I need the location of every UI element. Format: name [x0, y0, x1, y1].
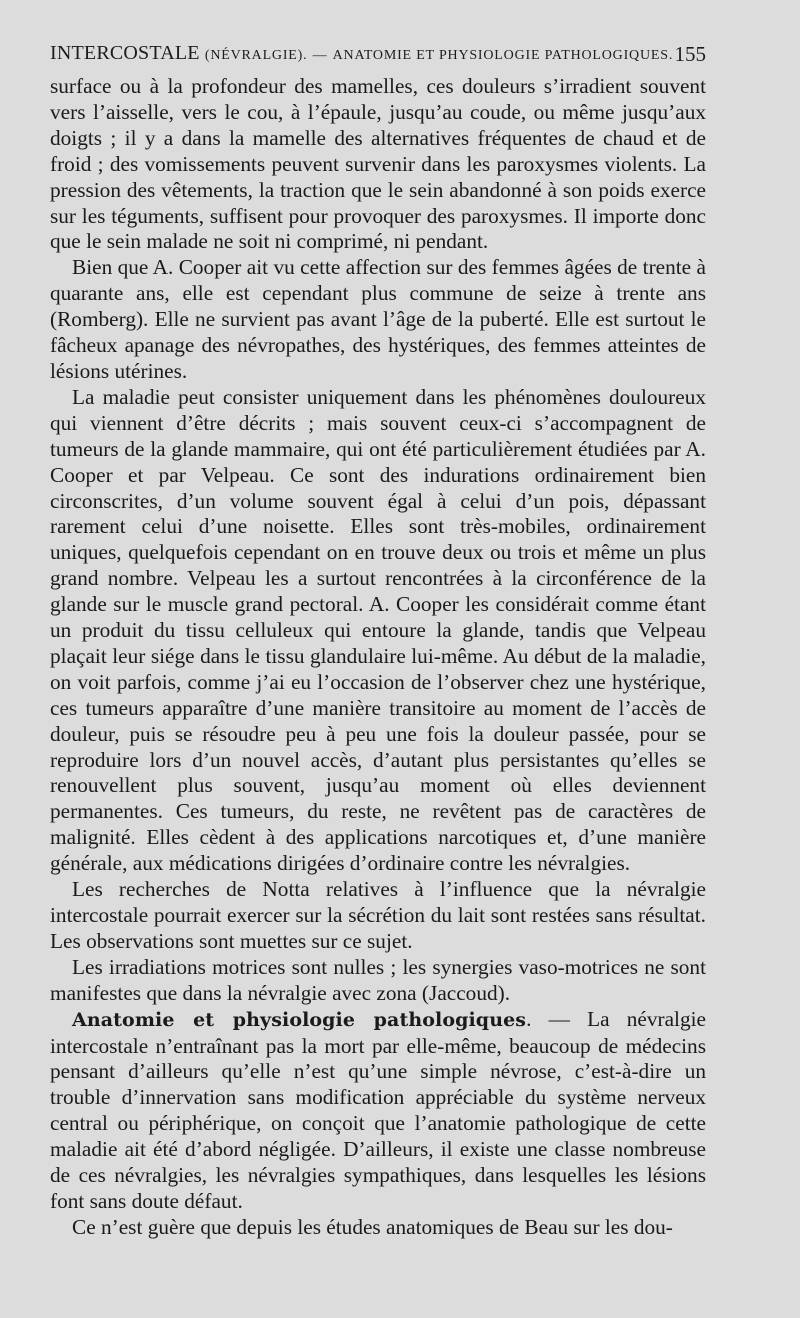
paragraph-6	[50, 1007, 706, 1215]
running-title-separator: —	[312, 48, 328, 63]
paragraph-5: Les irradiations motrices sont nulles ; les synergies vaso-motrices ne sont manifestes que dans la névralgie avec zona (Jaccoud).	[50, 954, 706, 1005]
running-title-section: ANATOMIE ET PHYSIOLOGIE PATHOLOGIQUES.	[332, 48, 674, 63]
paragraph-3: La maladie peut consister uniquement dans les phénomènes douloureux qui viennent d’être décrits ; mais souvent ceux-ci s’accompagnent de tumeurs de la glande mammaire, qui ont été particulièrement étudiées par A. Cooper et par Velpeau. Ce sont des indurations ordinairement bien circonscrites, d’un volume souvent égal à celui d’un pois, dépassant rarement celui d’une noisette. Elles sont très-mobiles, ordinairement uniques, quelquefois cependant on en trouve deux ou trois et même un plus grand nombre. Velpeau les a surtout rencontrées à la circonférence de la glande sur le muscle grand pectoral. A. Cooper les considérait comme étant un produit du tissu celluleux qui entoure la glande, tandis que Velpeau plaçait leur siége dans le tissu glandulaire lui-même. Au début de la maladie, on voit parfois, comme j’ai eu l’occasion de l’observer chez une hystérique, ces tumeurs apparaître d’une manière transitoire au moment de l’accès de douleur, puis se résoudre peu à peu une fois la douleur passée, pour se reproduire lors d’un nouvel accès, d’autant plus persistantes qu’elles se renouvellent plus souvent, jusqu’au moment où elles deviennent permanentes. Ces tumeurs, du reste, ne revêtent pas de caractères de malignité. Elles cèdent à des applications narcotiques et, d’une manière générale, aux médications dirigées d’ordinaire contre les névralgies.	[50, 384, 706, 876]
page-number: 155	[674, 42, 706, 66]
section-heading: Anatomie et physiologie pathologiques	[72, 1008, 527, 1031]
paragraph-6-text: . — La névralgie intercostale n’entraînant pas la mort par elle-même, beaucoup de médecins pensant d’ailleurs qu’elle n’est qu’une simple névrose, c’est-à-dire un trouble d’innervation sans modification appréciable du système nerveux central ou périphérique, on conçoit que l’anatomie pathologique de cette maladie ait été d’abord négligée. D’ailleurs, il existe une classe nombreuse de ces névralgies, les névralgies sympathiques, dans lesquelles les lésions font sans doute défaut.	[50, 1006, 706, 1213]
running-head	[50, 42, 706, 70]
paragraph-4: Les recherches de Notta relatives à l’influence que la névralgie intercostale pourrait exercer sur la sécrétion du lait sont restées sans résultat. Les observations sont muettes sur ce sujet.	[50, 877, 706, 953]
body-text	[50, 74, 706, 1241]
running-title-paren: (NÉVRALGIE).	[204, 48, 308, 63]
paragraph-7: Ce n’est guère que depuis les études anatomiques de Beau sur les dou-	[72, 1214, 673, 1239]
running-title	[50, 42, 673, 65]
paragraph-1: surface ou à la profondeur des mamelles, ces douleurs s’irradient souvent vers l’aisselle, vers le cou, à l’épaule, jusqu’au coude, ou même jusqu’aux doigts ; il y a dans la mamelle des alternatives fréquentes de chaud et de froid ; des vomissements peuvent survenir dans les paroxysmes violents. La pression des vêtements, la traction que le sein abandonné à son poids exerce sur les téguments, suffisent pour provoquer des paroxysmes. Il importe donc que le sein malade ne soit ni comprimé, ni pendant.	[50, 74, 706, 254]
paragraph-2: Bien que A. Cooper ait vu cette affection sur des femmes âgées de trente à quarante ans, elle est cependant plus commune de seize à trente ans (Romberg). Elle ne survient pas avant l’âge de la puberté. Elle est surtout le fâcheux apanage des névropathes, des hystériques, des femmes atteintes de lésions utérines.	[50, 255, 706, 383]
running-title-main: INTERCOSTALE	[50, 42, 200, 64]
